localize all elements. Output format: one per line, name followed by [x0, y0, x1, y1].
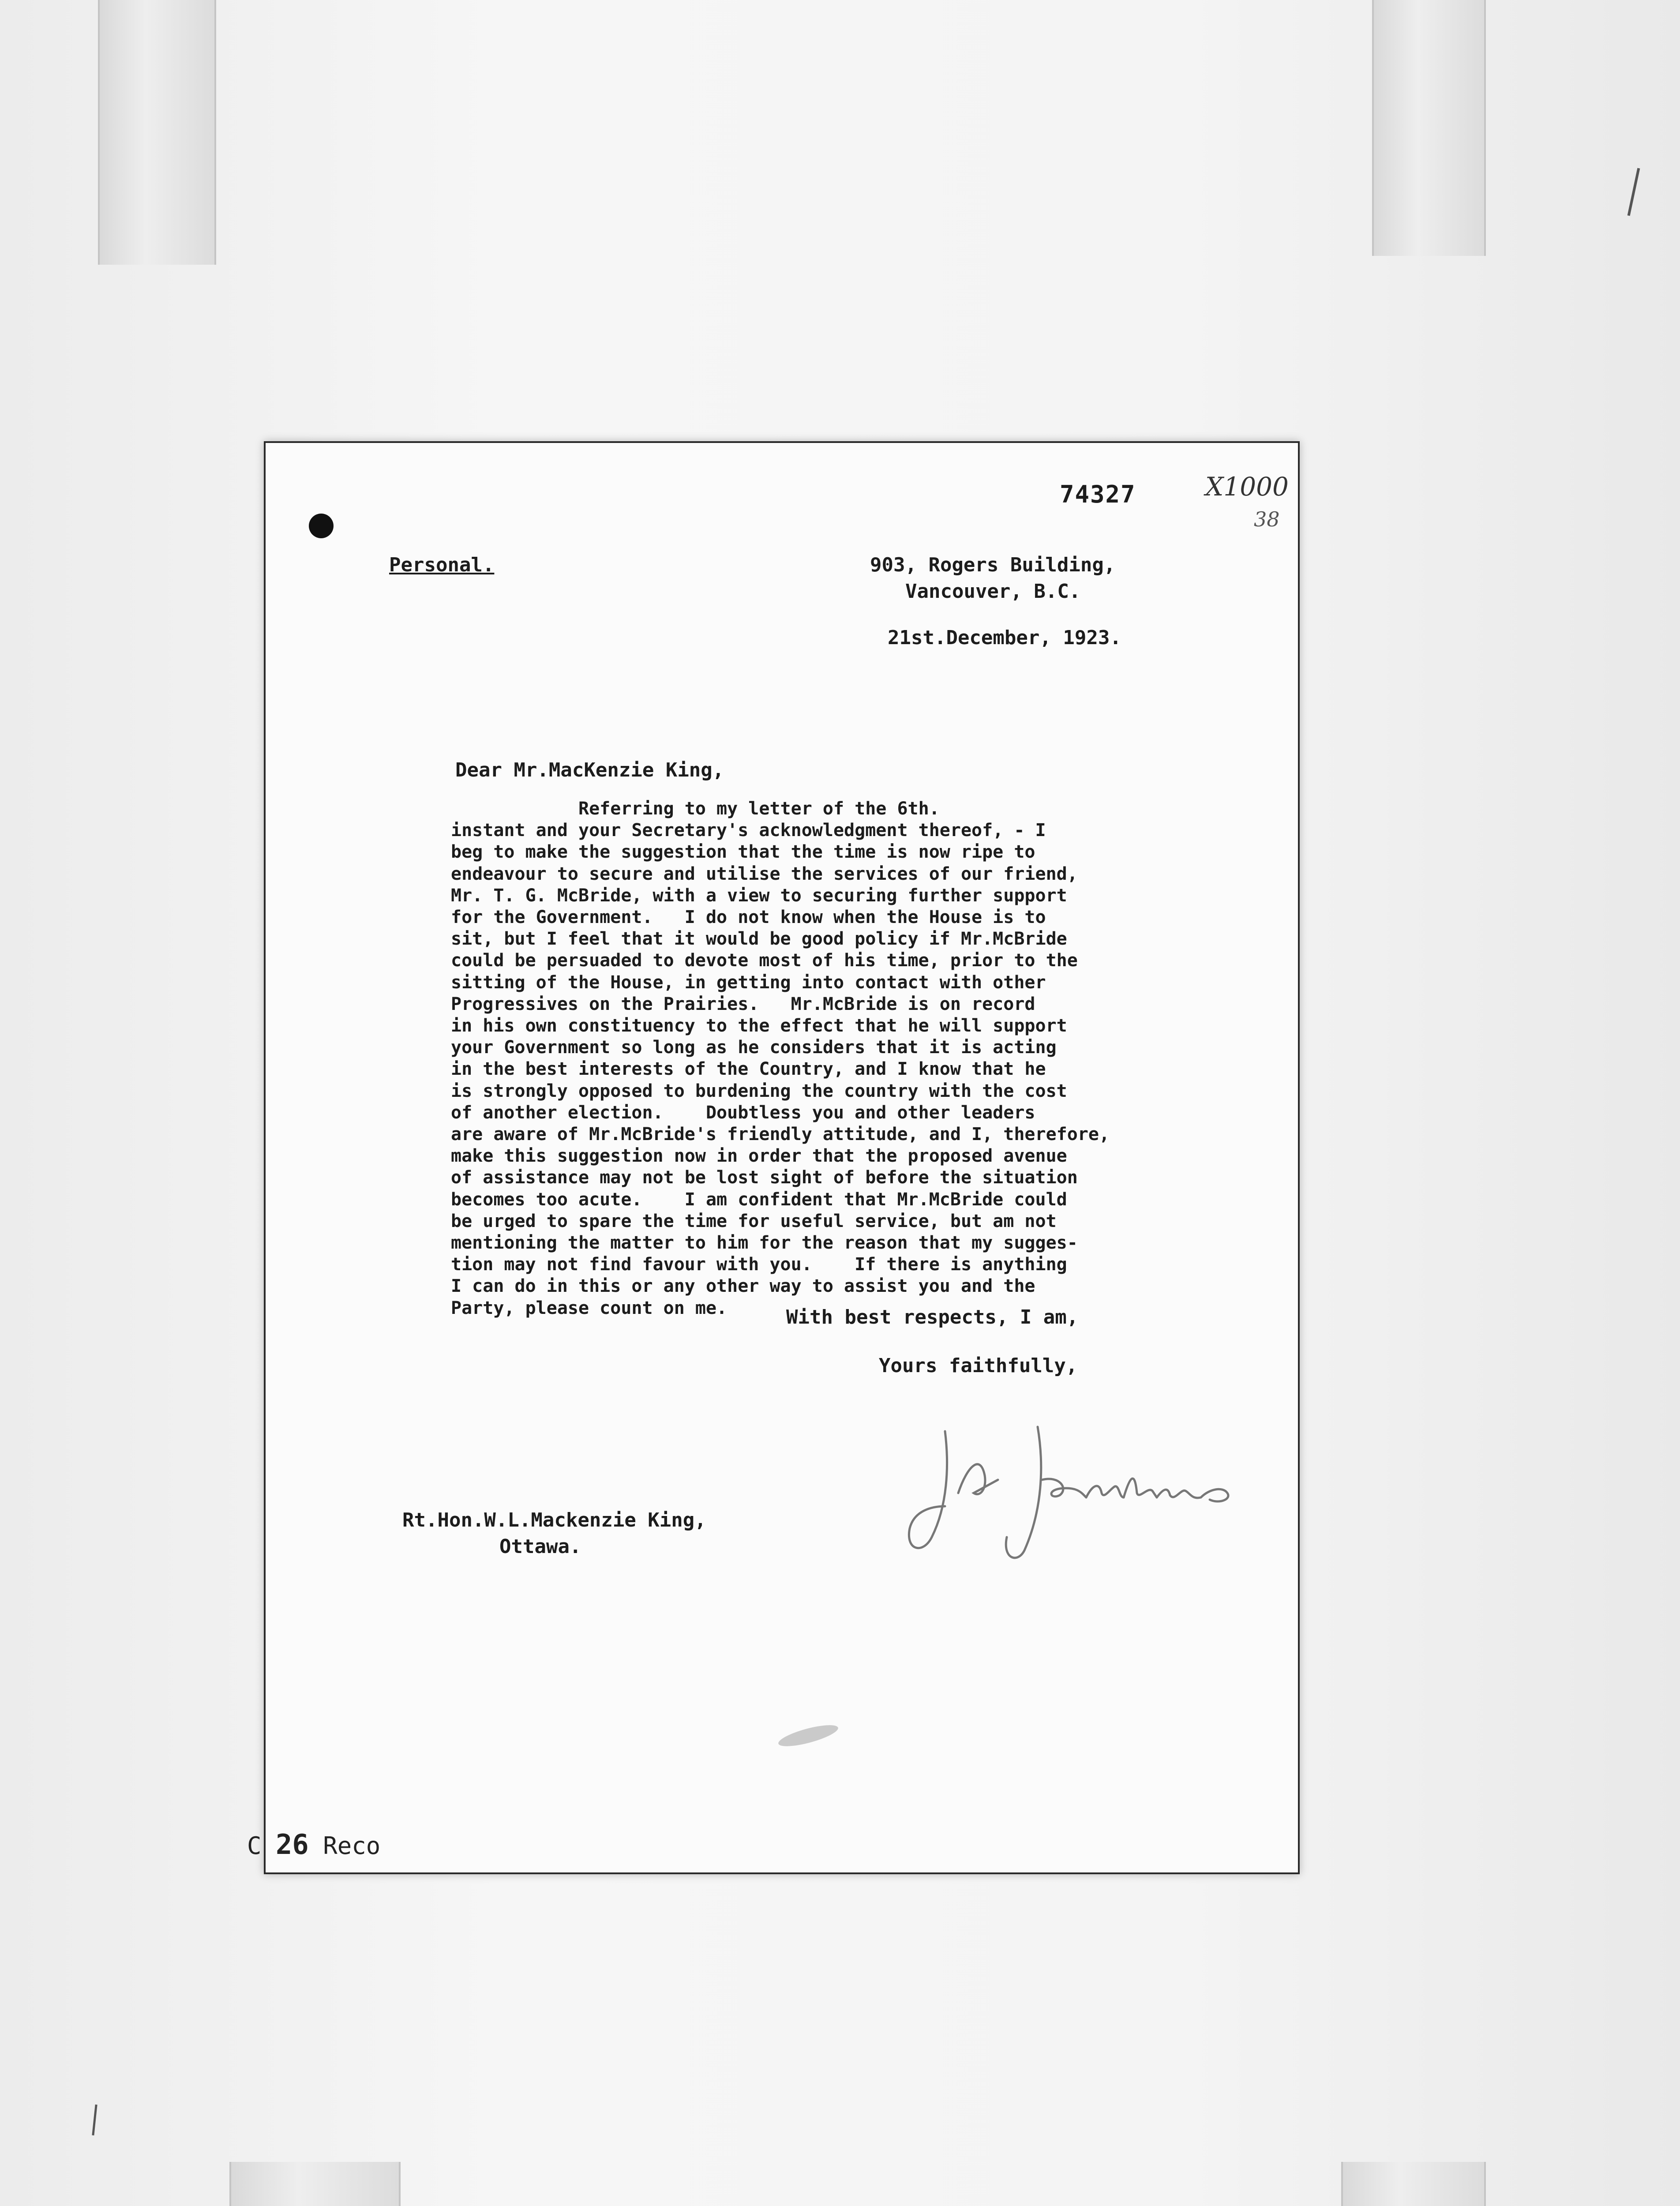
punch-hole: [309, 514, 334, 538]
letter-body-line: for the Government. I do not know when the House is to: [451, 907, 1046, 928]
mounting-tape-bottom-left: [229, 2162, 401, 2206]
letter-body-line: instant and your Secretary's acknowledgment thereof, - I: [451, 820, 1046, 841]
letter-body-line: endeavour to secure and utilise the services of our friend,: [451, 863, 1078, 884]
letter-body-line: of another election. Doubtless you and other leaders: [451, 1102, 1035, 1123]
letter-body-line: could be persuaded to devote most of his time, prior to the: [451, 950, 1078, 971]
letter-body-line: Party, please count on me.: [451, 1298, 728, 1318]
reel-code: [247, 1828, 381, 1861]
personal-marking: Personal.: [389, 554, 495, 576]
addressee-line2: Ottawa.: [499, 1535, 581, 1558]
letter-body-line: your Government so long as he considers that it is acting: [451, 1037, 1057, 1058]
letter-body-line: in the best interests of the Country, and I know that he: [451, 1059, 1046, 1080]
letter-body: [451, 798, 1289, 1319]
ink-smudge: [773, 1722, 844, 1749]
letter-body-line: beg to make the suggestion that the time is now ripe to: [451, 842, 1035, 863]
closing-line: With best respects, I am,: [786, 1306, 1079, 1328]
valediction: Yours faithfully,: [879, 1354, 1078, 1377]
letter-body-line: Mr. T. G. McBride, with a view to securing further support: [451, 885, 1067, 906]
letter-body-line: of assistance may not be lost sight of before the situation: [451, 1167, 1078, 1188]
reel-code-suffix: Reco: [323, 1832, 381, 1860]
mounting-tape-top-left: [98, 0, 216, 265]
letter-body-line: is strongly opposed to burdening the country with the cost: [451, 1080, 1067, 1101]
letter-date: 21st.December, 1923.: [888, 627, 1121, 649]
letter-body-line: I can do in this or any other way to assist you and the: [451, 1276, 1035, 1297]
reel-code-number: 26: [276, 1828, 309, 1861]
salutation: Dear Mr.MacKenzie King,: [455, 759, 724, 781]
letter-body-line: be urged to spare the time for useful service, but am not: [451, 1211, 1057, 1231]
handwritten-marginal-note: X1000: [1205, 472, 1289, 502]
letter-body-line: sit, but I feel that it would be good policy if Mr.McBride: [451, 929, 1067, 949]
reel-code-prefix: C: [247, 1832, 262, 1860]
letter-body-line: becomes too acute. I am confident that Mr.McBride could: [451, 1189, 1067, 1210]
mounting-tape-top-right: [1372, 0, 1486, 256]
letter-body-line: sitting of the House, in getting into contact with other: [451, 972, 1046, 993]
letter-body-line: tion may not find favour with you. If there is anything: [451, 1254, 1067, 1275]
letter-body-line: mentioning the matter to him for the reason that my sugges-: [451, 1233, 1078, 1253]
addressee-line1: Rt.Hon.W.L.Mackenzie King,: [402, 1509, 706, 1531]
letter-body-line: in his own constituency to the effect that he will support: [451, 1016, 1067, 1036]
letter-body-line: Progressives on the Prairies. Mr.McBride is on record: [451, 994, 1035, 1014]
sender-address-line2: Vancouver, B.C.: [905, 580, 1081, 603]
letter-page: [264, 441, 1300, 1874]
handwritten-marginal-note-secondary: 38: [1254, 507, 1280, 531]
letter-body-line: make this suggestion now in order that the proposed avenue: [451, 1146, 1067, 1167]
document-number: 74327: [1060, 480, 1136, 508]
sender-address-line1: 903, Rogers Building,: [870, 554, 1116, 576]
letter-body-line: are aware of Mr.McBride's friendly attitude, and I, therefore,: [451, 1124, 1110, 1145]
handwritten-signature: [892, 1405, 1254, 1564]
mounting-tape-bottom-right: [1341, 2162, 1486, 2206]
letter-body-line: Referring to my letter of the 6th.: [451, 799, 940, 819]
